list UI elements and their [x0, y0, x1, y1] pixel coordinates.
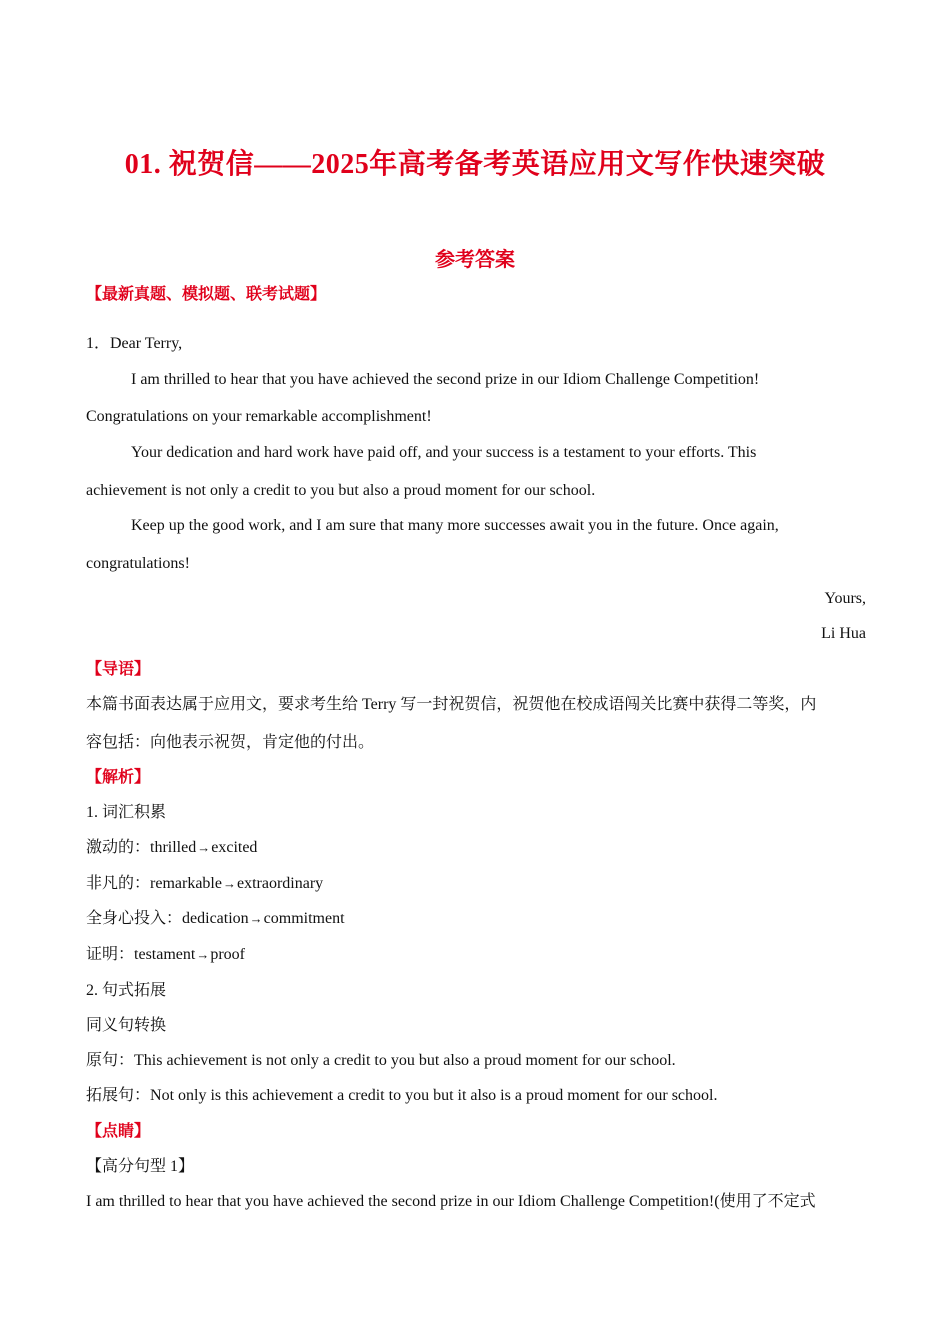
vocab-alt: proof: [210, 946, 245, 963]
letter-paragraph-3-line-1: Keep up the good work, and I am sure that many more successes await you in the future. Once again,: [131, 517, 779, 534]
vocab-item: [86, 944, 245, 966]
letter-paragraph-3-line-2: congratulations!: [86, 555, 190, 572]
original-sentence: [86, 1050, 676, 1072]
letter-paragraph-2-line-2: achievement is not only a credit to you but also a proud moment for our school.: [86, 482, 596, 499]
arrow-right-icon: →: [197, 840, 211, 855]
vocab-word: remarkable: [150, 875, 222, 892]
vocab-heading: 1. 词汇积累: [86, 804, 167, 821]
arrow-right-icon: →: [196, 947, 210, 962]
highlight-label: 【点睛】: [86, 1123, 151, 1140]
letter-paragraph-1-line-2: Congratulations on your remarkable accomplishment!: [86, 408, 432, 425]
synonym-heading: 同义句转换: [86, 1017, 167, 1034]
vocab-alt: commitment: [263, 910, 345, 927]
original-label: 原句：: [86, 1052, 135, 1069]
guide-line-2: 容包括：向他表示祝贺，肯定他的付出。: [86, 734, 375, 751]
arrow-right-icon: →: [249, 911, 263, 926]
pattern-label: 【高分句型 1】: [86, 1158, 195, 1175]
letter-paragraph-2-line-1: Your dedication and hard work have paid off, and your success is a testament to your efforts. This: [131, 444, 757, 461]
expanded-sentence: [86, 1085, 717, 1107]
vocab-item: [86, 908, 345, 930]
vocab-item: [86, 837, 257, 859]
expanded-label: 拓展句：: [86, 1087, 151, 1104]
guide-line-1: 本篇书面表达属于应用文，要求考生给 Terry 写一封祝贺信，祝贺他在校成语闯关比赛中获得二等奖，内: [86, 696, 817, 713]
section-label: 【最新真题、模拟题、联考试题】: [86, 286, 327, 303]
letter-closing: Yours,: [824, 590, 866, 607]
letter-salutation: 1．Dear Terry,: [86, 335, 183, 352]
vocab-cn: 激动的：: [86, 839, 151, 856]
document-title: 01. 祝贺信——2025年高考备考英语应用文写作快速突破: [124, 149, 826, 180]
expanded-text: Not only is this achievement a credit to you but it also is a proud moment for our school.: [150, 1087, 718, 1104]
vocab-alt: excited: [211, 839, 258, 856]
letter-signature: Li Hua: [821, 625, 866, 642]
vocab-alt: extraordinary: [236, 875, 324, 892]
vocab-cn: 非凡的：: [86, 875, 151, 892]
pattern-sentence: I am thrilled to hear that you have achieved the second prize in our Idiom Challenge Competition!(使用了不定式: [86, 1193, 816, 1210]
guide-label: 【导语】: [86, 661, 151, 678]
analysis-label: 【解析】: [86, 769, 151, 786]
vocab-cn: 证明：: [86, 946, 135, 963]
sentence-heading: 2. 句式拓展: [86, 982, 167, 999]
original-text: This achievement is not only a credit to you but also a proud moment for our school.: [134, 1052, 676, 1069]
document-subtitle: 参考答案: [435, 249, 515, 271]
vocab-word: dedication: [182, 910, 249, 927]
letter-paragraph-1-line-1: I am thrilled to hear that you have achieved the second prize in our Idiom Challenge Competition!: [131, 371, 760, 388]
vocab-item: [86, 873, 323, 895]
arrow-right-icon: →: [222, 876, 236, 891]
vocab-cn: 全身心投入：: [86, 910, 183, 927]
vocab-word: testament: [134, 946, 196, 963]
vocab-word: thrilled: [150, 839, 197, 856]
